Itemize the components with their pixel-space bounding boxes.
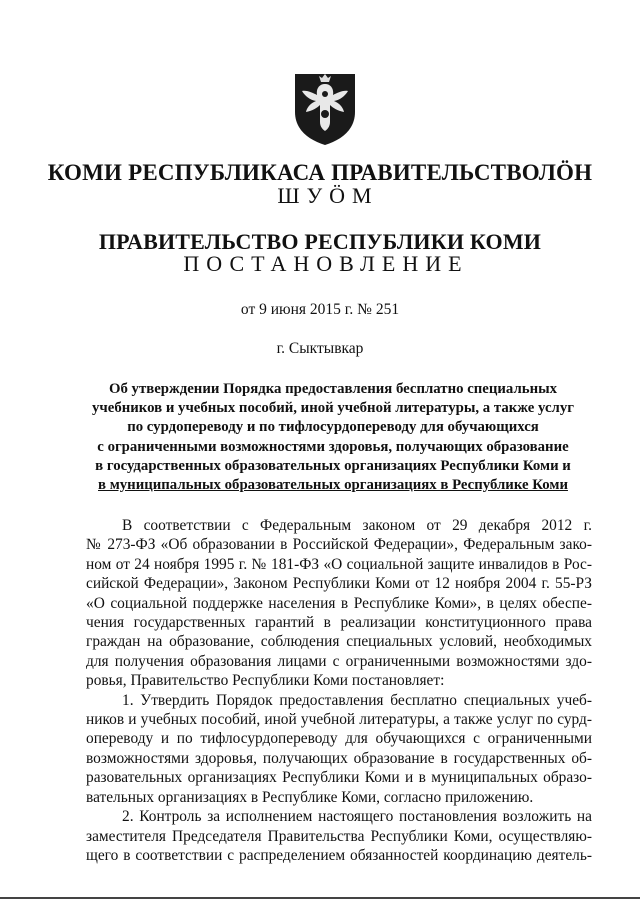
body-line: опереводу и по тифлосурдопереводу для обучающихся с ограниченными [86,730,592,748]
body-line: для получения образования лицами с ограниченными возможностями здо- [86,652,592,670]
body-line: «О социальной поддержке населения в Республике Коми», в целях обеспе- [86,594,592,612]
title-line: по сурдопереводу и по тифлосурдопереводу для обучающихся [127,419,539,436]
body-line: разовательных организациях Республики Коми и в муниципальных образо- [86,769,592,787]
komi-coat-of-arms-icon [289,70,361,146]
body-line: чения государственных гарантий в реализации конституционного права [86,614,592,632]
body-line: возможностями здоровья, получающих образование в государственных об- [86,749,592,767]
body-line: 1. Утвердить Порядок предоставления бесплатно специальных учеб- [122,691,592,709]
document-city: г. Сыктывкар [276,340,364,357]
document-date-number: от 9 июня 2015 г. № 251 [240,301,400,318]
komi-document-type: ШУÖМ [277,183,379,208]
document-type: ПОСТАНОВЛЕНИЕ [183,251,469,276]
body-line: сийской Федерации», Законом Республики Коми от 12 ноября 2004 г. 55-РЗ [86,575,592,593]
body-line: 2. Контроль за исполнением настоящего постановления возложить на [122,808,592,826]
body-line: заместителя Председателя Правительства Республики Коми, осуществляю- [86,827,592,845]
title-line: Об утверждении Порядка предоставления бесплатно специальных [108,381,558,397]
title-line: в муниципальных образовательных организациях в Республике Коми [98,477,568,494]
body-line: В соответствии с Федеральным законом от 29 декабря 2012 г. [122,517,592,534]
body-line: ников и учебных пособий, иной учебной литературы, а также услуг по сурд- [86,711,592,729]
body-line: граждан на образование, соблюдения специальных условий, необходимых [86,633,592,651]
document-body [86,516,592,865]
page-bottom-edge [0,897,640,899]
title-line: учебников и учебных пособий, иной учебной литературы, а также услуг [92,400,574,417]
body-line: щего в соответствии с распределением обязанностей координацию деятель- [86,846,592,864]
body-line: ном от 24 ноября 1995 г. № 181-ФЗ «О социальной защите инвалидов в Рос- [86,555,592,573]
body-line: ровья, Правительство Республики Коми постановляет: [86,672,445,690]
body-line: № 273-ФЗ «Об образовании в Российской Федерации», Федеральным зако- [86,536,592,554]
body-line: вательных организациях в Республике Коми, согласно приложению. [86,788,534,806]
komi-government-title: КОМИ РЕСПУБЛИКАСА ПРАВИТЕЛЬСТВОЛÖН [47,160,593,185]
government-title: ПРАВИТЕЛЬСТВО РЕСПУБЛИКИ КОМИ [98,229,542,254]
document-subject-title [78,380,588,495]
title-line: в государственных образовательных организациях Республики Коми и [95,457,571,474]
title-line: с ограниченными возможностями здоровья, получающих образование [97,438,569,455]
